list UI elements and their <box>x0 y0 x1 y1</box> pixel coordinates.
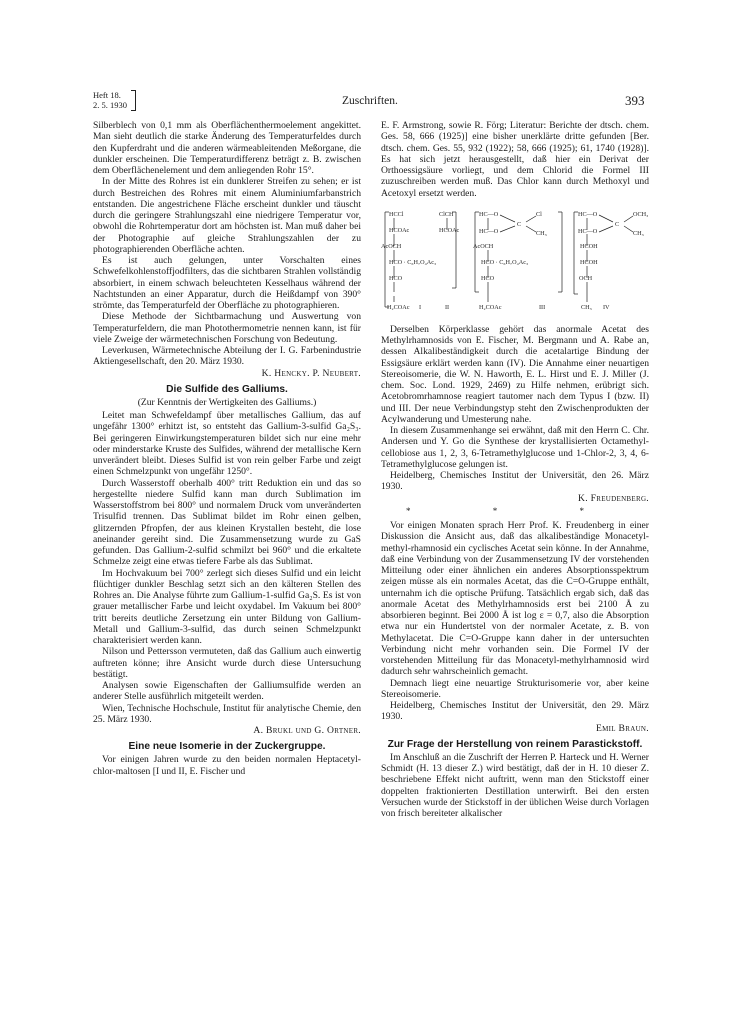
author-signature: Emil Braun. <box>595 722 649 734</box>
formula-text: HC—O <box>578 227 598 235</box>
right-column <box>381 120 649 819</box>
paragraph: Leitet man Schwefeldampf über metallisches Gallium, das auf ungefähr 1300° erhitzt ist, so entsteht das Gallium-3-sulfid Ga₂S₃. Bei geringeren Einwirkungstemperaturen bildet sich nur eine mehr oder minderstarke Kruste des Sulfides, während der metallische Kern unverändert bleibt. Dieses Sulfid ist von rein gelber Farbe und zeigt einen Schmelzpunkt von ungefähr 1250°. <box>93 410 361 478</box>
formula-text: H₂COAc <box>479 303 502 311</box>
formula-text: HCOH <box>580 258 598 266</box>
author-signature: A. Brukl und G. Ortner. <box>253 725 361 736</box>
formula-label-ii: II <box>445 303 450 311</box>
paragraph: Im Hochvakuum bei 700° zerlegt sich dieses Sulfid und ein leicht flüchtiger dunkler Beschlag setzt sich an den kälteren Stellen des Rohres an. Die Analyse führte zum Gallium-1-sulfid Ga₂S. Es ist von grauer metallischer Farbe und leicht oxydabel. Im Vakuum bei 800° tritt bereits deutliche Zersetzung ein unter Bildung von Gallium-Metall und Gallium-3-sulfid, das durch seinen Schmelzpunkt charakterisiert werden kann. <box>93 567 361 646</box>
paragraph: E. F. Armstrong, sowie R. Förg; Literatur: Berichte der dtsch. chem. Ges. 58, 666 (1925)] eine bisher unerklärte dritte gefunden [Ber. dtsch. chem. Ges. 55, 932 (1922); 58, 666 (1925); 61, 1740 (1928)]. Es hat sich jetzt herausgestellt, daß hier ein Derivat der Orthoessigsäure vorliegt, und dem Chlorid die Formel III zuzuschreiben werden muß. Das Chlor kann durch Methoxyl und Acetoxyl ersetzt werden. <box>381 120 649 199</box>
left-column <box>93 120 361 777</box>
formula-text: HCO <box>389 274 403 282</box>
formula-text: C <box>615 220 620 228</box>
formula-text: HCCl <box>389 210 404 218</box>
formula-text: CH₃ <box>633 229 644 237</box>
formula-text: HCO · C₆H₇O₄Ac₃ <box>389 258 437 266</box>
author-signature: K. Hencky. P. Neubert. <box>261 367 361 379</box>
section-subheading: (Zur Kenntnis der Wertigkeiten des Galliums.) <box>137 396 317 408</box>
paragraph: Nilson und Pettersson vermuteten, daß das Gallium auch einwertig auftreten könne; ihre Ansicht wurde durch diese Untersuchung bestätigt. <box>93 646 361 680</box>
issue-date: 2. 5. 1930 <box>93 100 127 110</box>
formula-text: ClCH <box>439 210 454 218</box>
formula-text: CH₃ <box>536 229 547 237</box>
section-heading: Eine neue Isomerie in der Zuckergruppe. <box>128 741 326 753</box>
running-title: Zuschriften. <box>342 95 398 107</box>
formula-text: AcOCH <box>473 242 494 250</box>
paragraph: Analysen sowie Eigenschaften der Galliumsulfide werden an anderer Stelle ausführlich mitgeteilt werden. <box>93 680 361 703</box>
formula-text: CH₃ <box>581 303 592 311</box>
formula-text: C <box>517 220 522 228</box>
issue-number: Heft 18. <box>93 90 121 100</box>
formula-text: OCH <box>579 274 593 282</box>
section-heading: Zur Frage der Herstellung von reinem Parastickstoff. <box>387 738 643 750</box>
paragraph: Durch Wasserstoff oberhalb 400° tritt Reduktion ein und das so hergestellte niedere Sulfid kann man durch Sublimation im Wasserstoffstrom bei 800° und normalem Druck vom unveränderten Trisulfid trennen. Das Sublimat bildet im Rohr einen gelben, glitzernden Pfropfen, der aus kleinen Krystallen besteht, die lose aneinander gereiht sind. Die Zusammensetzung wurde zu GaS gefunden. Das Gallium-2-sulfid schmilzt bei 960° und die erkaltete Schmelze zeigt eine etwas tiefere Farbe als das Sublimat. <box>93 477 361 568</box>
paragraph: Derselben Körperklasse gehört das anormale Acetat des Methylrhamnosids von E. Fischer, M. Bergmann und A. Rabe an, dessen Alkalibeständigkeit durch die acetalartige Bindung der Essigsäure erklärt werden kann (IV). Die Annahme einer neuartigen Stereoisomerie, die W. N. Haworth, E. L. Hirst und E. J. Miller (J. chem. Soc. Lond. 1929, 2469) zu Hilfe nehmen, erübrigt sich. Acetobromrhamnose reagiert tautomer nach dem Typus I (bzw. II) und III. Der neue Verbindungstyp steht den Zwischenprodukten der Acylwanderung und Umesterung nahe. <box>381 323 649 425</box>
formula-figure <box>381 202 649 320</box>
formula-text: HC—O <box>578 210 598 218</box>
section-heading: Die Sulfide des Galliums. <box>166 383 288 395</box>
issue-bracket <box>131 90 136 111</box>
formula-text: HCO · C₆H₇O₄Ac₃ <box>481 258 529 266</box>
formula-text: HC—O <box>479 227 499 235</box>
affiliation: Heidelberg, Chemisches Institut der Universität, den 26. März 1930. <box>381 470 649 493</box>
paragraph: Silberblech von 0,1 mm als Oberflächenthermoelement angekittet. Man sieht deutlich die starke Änderung des Temperaturfeldes durch den Kupferdraht und die anderen wärmeableitenden Meßorgane, die dunkler erscheinen. Die Temperaturdifferenz beträgt z. B. zwischen dem Oberflächenelement und dem anliegenden Rohr 15°. <box>93 120 361 176</box>
formula-text: H₂COAc <box>387 303 410 311</box>
affiliation: Leverkusen, Wärmetechnische Abteilung der I. G. Farbenindustrie Aktiengesellschaft, den 20. März 1930. <box>93 345 361 368</box>
paragraph: Demnach liegt eine neuartige Strukturisomerie vor, aber keine Stereoisomerie. <box>381 677 649 700</box>
paragraph: In der Mitte des Rohres ist ein dunklerer Streifen zu sehen; er ist durch Bestreichen des Rohres mit einem Aluminiumfarbanstrich entstanden. Die angestrichene Fläche erscheint dunkler und täuscht durch die geringere Strahlungszahl eine niedrigere Temperatur vor, obwohl die Rohrtemperatur dort am höchsten ist. Man muß daher bei der Photographie auf gleiche Strahlungszahlen der zu photographierenden Oberfläche achten. <box>93 176 361 255</box>
formula-text: HC—O <box>479 210 499 218</box>
page-number: 393 <box>625 93 645 108</box>
formula-text: AcOCH <box>381 242 402 250</box>
formula-text: Cl <box>536 210 542 218</box>
affiliation: Heidelberg, Chemisches Institut der Universität, den 29. März 1930. <box>381 700 649 723</box>
structural-formulas <box>381 202 649 320</box>
paragraph: Diese Methode der Sichtbarmachung und Auswertung von Temperaturfeldern, die man Photothermometrie nennen kann, ist für viele Zweige der wärmetechnischen Forschung von Bedeutung. <box>93 311 361 345</box>
paragraph: In diesem Zusammenhange sei erwähnt, daß mit den Herrn C. Chr. Andersen und Y. Go die Synthese der krystallisierten Octamethyl-cellobiose aus 1, 2, 3, 6-Tetramethylglucose und 1-Chlor-2, 3, 4, 6-Tetramethylglucose gelungen ist. <box>381 425 649 470</box>
paragraph: Vor einigen Monaten sprach Herr Prof. K. Freudenberg in einer Diskussion die Ansicht aus, daß das alkalibeständige Monacetyl-methyl-rhamnosid ein cyclisches Acetat sein könne. In der Annahme, daß eine Verbindung von der Zusammensetzung IV der vorstehenden Mitteilung oder einer ähnlichen ein anderes Absorptionsspektrum zeigen müsse als ein normales Acetat, das die C=O-Gruppe enthält, unternahm ich die optische Prüfung. Tatsächlich ergab sich, daß das anormale Acetat des Methylrhamnosids erst bei 2100 Å zu absorbieren beginnt. Bei 2000 Å ist log ε = 0,7, also die Absorption etwa nur ein Hundertstel von der normaler Acetate, z. B. von Methylacetat. Die C=O-Gruppe kann daher in der untersuchten Verbindung nicht mehr vorhanden sein. Die Formel IV der vorstehenden Mitteilung für das Monacetyl-methylrhamnosid wird dadurch sehr wahrscheinlich gemacht. <box>381 520 649 678</box>
formula-label-iv: IV <box>603 303 610 311</box>
paragraph: Vor einigen Jahren wurde zu den beiden normalen Heptacetyl-chlor-maltosen [I und II, E. Fischer und <box>93 754 361 777</box>
issue-info <box>93 90 127 110</box>
section-divider: * * * <box>406 505 624 516</box>
paragraph: Es ist auch gelungen, unter Vorschalten eines Schwefelkohlenstoffjodfilters, das die sichtbaren Strahlen vollständig absorbiert, in einem schwach beleuchteten Kesselhaus während der Nachtstunden an einer Apparatur, durch die Heißdampf von 390° strömte, das Temperaturfeld der Oberfläche zu photographieren. <box>93 255 361 311</box>
formula-label-i: I <box>419 303 422 311</box>
formula-label-iii: III <box>539 303 546 311</box>
formula-text: HCOAc <box>439 226 460 234</box>
author-signature: K. Freudenberg. <box>577 492 649 504</box>
paragraph: Im Anschluß an die Zuschrift der Herren P. Harteck und H. Werner Schmidt (H. 13 dieser Z.) wird bestätigt, daß der in H. 10 dieser Z. beschriebene Effekt nicht auftritt, wenn man den Stickstoff einer doppelten fraktionierten Destillation unterwirft. Bei den ersten Versuchen wurde der Stickstoff in der üblichen Weise durch Vorlagen von frisch bereiteter alkalischer <box>381 751 649 819</box>
formula-text: HCO <box>481 274 495 282</box>
formula-text: OCH₃ <box>633 210 649 218</box>
formula-text: HCOAc <box>389 226 410 234</box>
affiliation: Wien, Technische Hochschule, Institut für analytische Chemie, den 25. März 1930. <box>93 702 361 725</box>
formula-text: HCOH <box>580 242 598 250</box>
